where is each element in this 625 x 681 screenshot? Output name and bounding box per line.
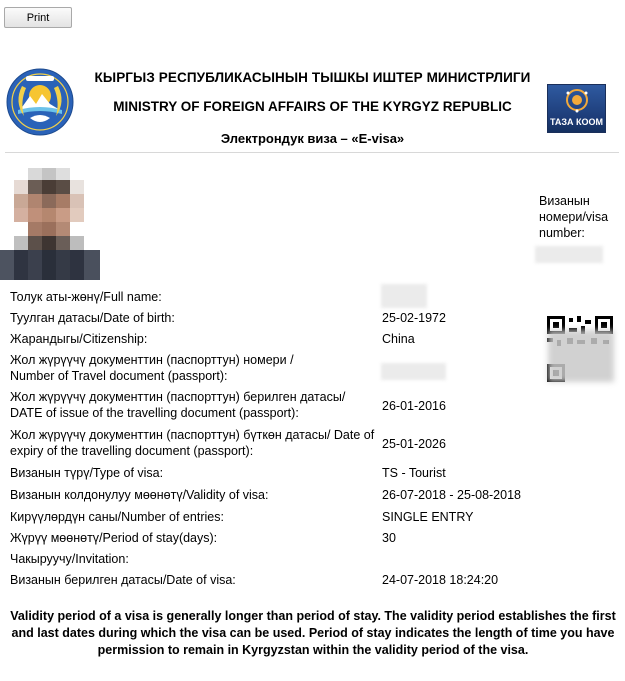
citizenship-label: Жарандыгы/Citizenship: [10,332,148,346]
full-name-label: Толук аты-жөнү/Full name: [10,290,162,304]
invitation-label: Чакыруучу/Invitation: [10,552,129,566]
expiry-date-value: 25-01-2026 [382,437,446,451]
stay-label: Жүрүү мөөнөтү/Period of stay(days): [10,531,218,545]
dob-value: 25-02-1972 [382,311,446,325]
validity-value: 26-07-2018 - 25-08-2018 [382,488,521,502]
visa-date-value: 24-07-2018 18:24:20 [382,573,499,587]
visa-number-label: Визанын номери/visa number: [539,194,609,240]
stay-value: 30 [382,531,396,545]
logo-text: ТАЗА КООМ [549,117,604,127]
visa-type-label: Визанын түрү/Type of visa: [10,466,164,480]
entries-value: SINGLE ENTRY [382,510,474,524]
visa-type-value: TS - Tourist [382,466,446,480]
dob-label: Туулган датасы/Date of birth: [10,311,175,325]
validity-label: Визанын колдонулуу мөөнөтү/Validity of visa: [10,488,269,502]
taza-koom-logo [547,84,606,133]
header-divider [5,152,619,153]
issue-date-value: 26-01-2016 [382,399,446,413]
full-name-value [381,284,427,308]
validity-notice: Validity period of a visa is generally longer than period of stay. The validity period establishes the first and last dates during which the visa can be used. Period of stay indicates the length of time you have permission to remain in Kyrgyzstan within the validity period of the visa. [10,609,616,657]
print-button[interactable]: Print [4,7,72,28]
qr-code-blur [548,330,614,382]
issue-date-label: Жол жүрүүчү документтин (паспорттун) берилген датасы/ DATE of issue of the travelling document (passport): [10,390,346,420]
taza-koom-mark-icon [564,89,590,115]
visa-date-label: Визанын берилген датасы/Date of visa: [10,573,236,587]
expiry-date-label: Жол жүрүүчү документтин (паспорттун) бүткөн датасы/ Date of expiry of the travelling document (passport): [10,428,375,458]
passport-number-label: Жол жүрүүчү документтин (паспорттун) номери / Number of Travel document (passport): [10,353,294,383]
applicant-photo [0,168,100,280]
ministry-title-ky: КЫРГЫЗ РЕСПУБЛИКАСЫНЫН ТЫШКЫ ИШТЕР МИНИСТРЛИГИ [94,70,531,85]
visa-number-value [535,246,603,263]
passport-number-value [381,363,446,380]
entries-label: Кирүүлөрдүн саны/Number of entries: [10,510,224,524]
ministry-title-en: MINISTRY OF FOREIGN AFFAIRS OF THE KYRGYZ REPUBLIC [113,99,512,114]
citizenship-value: China [382,332,415,346]
evisa-subtitle: Электрондук виза – «E-visa» [220,131,405,146]
